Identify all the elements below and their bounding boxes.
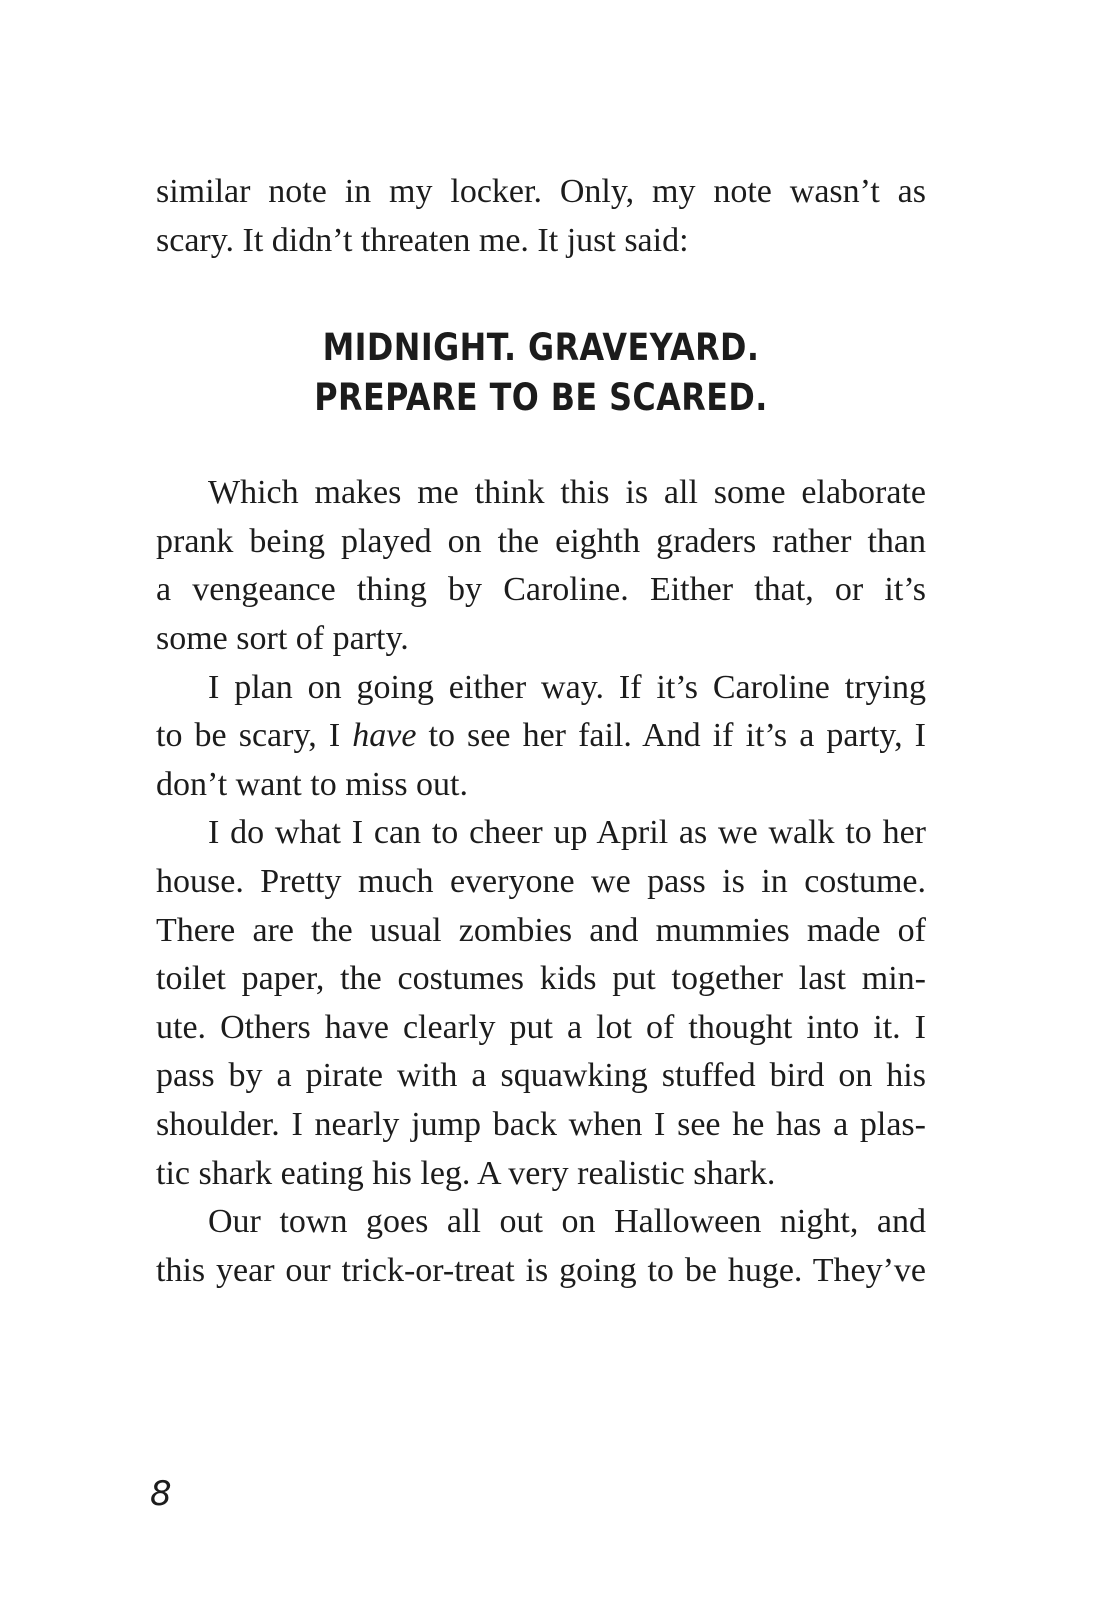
text-line — [156, 712, 926, 761]
text-line: similar note in my locker. Only, my note wasn’t as — [156, 173, 926, 210]
note-line: PREPARE TO BE SCARED. — [314, 376, 768, 420]
paragraph — [156, 469, 926, 663]
handwritten-note — [210, 323, 872, 423]
text-line: a vengeance thing by Caroline. Either that, or it’s — [156, 571, 926, 609]
text-line: There are the usual zombies and mummies made of — [156, 911, 926, 949]
text-line: Our town goes all out on Halloween night, and — [208, 1203, 926, 1241]
text-line: prank being played on the eighth graders rather than — [156, 522, 926, 560]
text-line: ute. Others have clearly put a lot of thought into it. I — [156, 1008, 926, 1046]
page-body — [156, 168, 926, 1295]
note-line: MIDNIGHT. GRAVEYARD. — [322, 326, 760, 370]
text-line: shoulder. I nearly jump back when I see he has a plas- — [156, 1105, 926, 1143]
text-line: pass by a pirate with a squawking stuffed bird on his — [156, 1057, 926, 1095]
paragraph — [156, 1198, 926, 1295]
paragraph — [156, 809, 926, 1198]
page-number: 8 — [150, 1474, 172, 1514]
text-line: toilet paper, the costumes kids put together last min- — [156, 960, 926, 998]
text-line: this year our trick-or-treat is going to be huge. They’ve — [156, 1251, 926, 1289]
text-line: some sort of party. — [156, 619, 409, 657]
text-line: I do what I can to cheer up April as we walk to her — [208, 814, 926, 852]
text-line: I plan on going either way. If it’s Caroline trying — [208, 668, 926, 706]
text-run: to see her fail. And if it’s a party, I — [416, 717, 926, 755]
text-line: tic shark eating his leg. A very realistic shark. — [156, 1154, 776, 1192]
text-line: scary. It didn’t threaten me. It just said: — [156, 221, 689, 259]
text-line: Which makes me think this is all some elaborate — [208, 474, 926, 512]
paragraph — [156, 664, 926, 810]
emphasis: have — [352, 717, 417, 755]
text-line: house. Pretty much everyone we pass is in costume. — [156, 862, 926, 900]
text-line: don’t want to miss out. — [156, 765, 468, 803]
text-run: to be scary, I — [156, 717, 353, 755]
